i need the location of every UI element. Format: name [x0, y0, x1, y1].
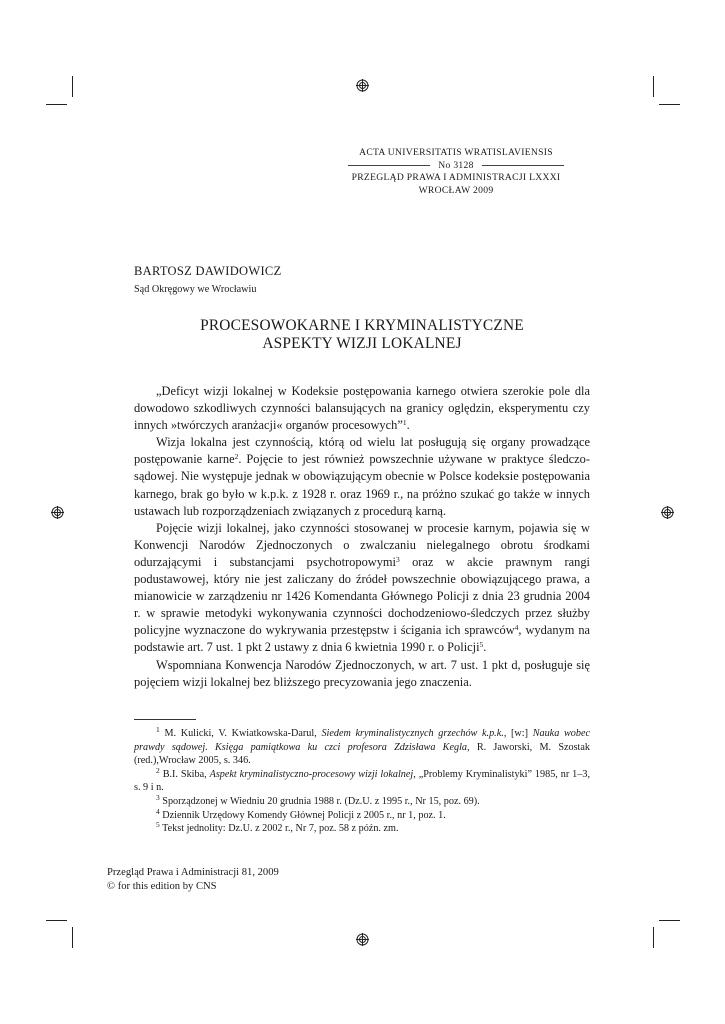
footnote-text: , „Problemy Kryminalistyki” 1985, nr 1–3, s. 9 i n.: [134, 768, 591, 794]
footnote-number: 1: [156, 725, 160, 734]
paragraph-text: , wydanym na podstawie art. 7 ust. 1 pkt 2 ustawy z dnia 6 kwietnia 1990 r. o Policji: [134, 623, 591, 655]
journal-place-year: WROCŁAW 2009: [418, 184, 494, 196]
crop-mark: [659, 104, 680, 105]
article-body: [134, 383, 590, 691]
footnote-text: , R. Jaworski, M. Szostak (red.),Wrocław 2005, s. 346.: [134, 741, 591, 767]
footnote: [134, 792, 590, 809]
footnotes: [134, 727, 590, 836]
page-footer: [107, 866, 279, 893]
paragraph: Wspomniana Konwencja Narodów Zjednoczonych, w art. 7 ust. 1 pkt d, posługuje się pojęciem wizji lokalnej bez bliższego precyzowania jego znaczenia.: [134, 657, 590, 689]
paragraph-text: .: [406, 418, 410, 433]
paragraph-text: „Deficyt wizji lokalnej w Kodeksie postępowania karnego otwiera szerokie pole dla dowodowo szkodliwych czynności balansujących na granicy oględzin, eksperymentu czy innych »twórczych aranżacji« organów procesowych”: [134, 384, 590, 433]
author-affiliation: Sąd Okręgowy we Wrocławiu: [134, 284, 257, 295]
issue-number-text: No 3128: [438, 159, 474, 171]
registration-mark-icon: [356, 79, 369, 92]
footnote-number: 5: [156, 820, 160, 830]
footnote-number: 3: [156, 792, 160, 802]
registration-mark-icon: [661, 506, 674, 519]
crop-mark: [653, 76, 654, 97]
footnote-ref: 2: [234, 452, 239, 462]
footnote-text: , [w:]: [503, 728, 533, 739]
footnote-ref: 3: [396, 554, 400, 564]
footnote-text: Dziennik Urzędowy Komendy Głównej Policji z 2005 r., nr 1, poz. 1.: [162, 809, 446, 821]
issue-number: [340, 160, 572, 173]
crop-mark: [653, 927, 654, 948]
crop-mark: [46, 104, 67, 105]
paragraph-text: Wizja lokalna jest czynnością, którą od wielu lat posługują się organy prowadzące postępowanie karne: [134, 435, 590, 467]
crop-mark: [72, 927, 73, 948]
title-line: ASPEKTY WIZJI LOKALNEJ: [262, 335, 462, 352]
journal-header: [340, 147, 572, 197]
footnote: [134, 727, 590, 768]
crop-mark: [659, 920, 680, 921]
footnote-ref: 5: [479, 640, 484, 650]
journal-name: ACTA UNIVERSITATIS WRATISLAVIENSIS: [359, 147, 553, 158]
footnote-ref: 4: [514, 623, 519, 633]
paragraph-text: oraz w akcie prawnym rangi podustawowej, który nie jest zaliczany do źródeł powszechnie obowiązującego prawa, a mianowicie w zarządzeniu nr 1426 Komendanta Głównego Policji z dnia 23 grudnia 2004 r. w sprawie metodyki wykonywania czynności dochodzeniowo-śledczych przez służby policyjne wyznaczone do wykrywania przestępstw i ścigania ich sprawców: [134, 554, 590, 638]
footer-citation: Przegląd Prawa i Administracji 81, 2009: [107, 867, 279, 878]
footnote-text: Sporządzonej w Wiedniu 20 grudnia 1988 r. (Dz.U. z 1995 r., Nr 15, poz. 69).: [162, 795, 480, 807]
paragraph-text: Pojęcie wizji lokalnej, jako czynności stosowanej w procesie karnym, pojawia się w Konwencji Narodów Zjednoczonych o zwalczaniu nielegalnego obrotu środkami odurzającymi i substancjami psychotropowymi: [134, 520, 590, 569]
journal-series: PRZEGLĄD PRAWA I ADMINISTRACJI LXXXI: [351, 172, 561, 183]
footnote-text: Siedem kryminalistycznych grzechów k.p.k.: [321, 728, 504, 739]
paragraph: [134, 434, 590, 519]
paragraph-text: .: [483, 640, 487, 655]
article-title: [134, 317, 590, 353]
footer-copyright: © for this edition by CNS: [107, 880, 217, 892]
footnote-number: 4: [156, 806, 160, 816]
footnote-text: Nauka wobec prawdy sądowej. Księga pamiątkowa ku czci profesora Zdzisława Kegla: [134, 728, 591, 753]
footnote-text: Aspekt kryminalistyczno-procesowy wizji lokalnej: [209, 768, 414, 780]
footnote-number: 2: [156, 765, 160, 775]
paragraph: [134, 383, 590, 434]
crop-mark: [46, 920, 67, 921]
crop-mark: [72, 76, 73, 97]
registration-mark-icon: [356, 933, 369, 946]
footnote: [134, 765, 591, 795]
title-line: PROCESOWOKARNE I KRYMINALISTYCZNE: [200, 317, 524, 334]
paragraph: [134, 520, 590, 657]
author-name: BARTOSZ DAWIDOWICZ: [134, 264, 282, 278]
footnote-ref: 1: [402, 418, 407, 428]
footnote-text: B.I. Skiba,: [162, 768, 210, 780]
footnote-text: Tekst jednolity: Dz.U. z 2002 r., Nr 7, poz. 58 z późn. zm.: [162, 823, 399, 835]
footnote: [134, 822, 590, 836]
footnote: [134, 806, 590, 823]
footnote-divider: [134, 719, 196, 720]
footnote-text: M. Kulicki, V. Kwiatkowska-Darul,: [164, 728, 322, 739]
paragraph-text: . Pojęcie to jest również powszechnie używane w praktyce śledczo-sądowej. Nie występuje jednak w obowiązującym obecnie w Polsce kodeksie postępowania karnego, brak go było w k.p.k. z 1928 r. oraz 1969 r., na próżno szukać go także w innych ustawach lub rozporządzeniach związanych z procedurą karną.: [134, 452, 590, 518]
registration-mark-icon: [51, 506, 64, 519]
